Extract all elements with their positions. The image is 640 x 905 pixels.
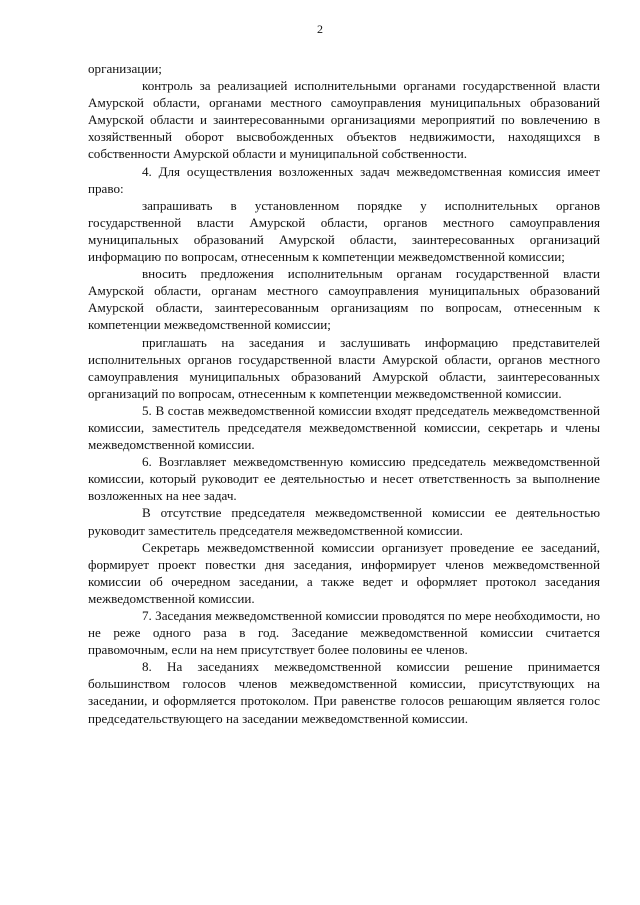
paragraph: контроль за реализацией исполнительными органами государственной власти Амурской области, органами местного самоуправления муниципальных образований Амурской области и заинтересованными организациями мероприятий по вовлечению в хозяйственный оборот высвобожденных объектов недвижимости, находящихся в собственности Амурской области и муниципальной собственности.: [88, 78, 600, 162]
paragraph: приглашать на заседания и заслушивать информацию представителей исполнительных органов государственной власти Амурской области, органов местного самоуправления муниципальных образований Амурской области, заинтересованных организаций по вопросам, отнесенным к компетенции межведомственной комиссии.: [88, 334, 600, 401]
paragraph: 6. Возглавляет межведомственную комиссию председатель межведомственной комиссии, который руководит ее деятельностью и несет ответственность за выполнение возложенных на нее задач.: [88, 454, 600, 504]
paragraph: 7. Заседания межведомственной комиссии проводятся по мере необходимости, но не реже одного раза в год. Заседание межведомственной комиссии считается правомочным, если на нем присутствует более половины ее членов.: [88, 608, 600, 658]
paragraph: организации;: [88, 61, 162, 76]
paragraph: запрашивать в установленном порядке у исполнительных органов государственной власти Амурской области, органов местного самоуправления муниципальных образований Амурской области, заинтересованных организаций информацию по вопросам, отнесенным к компетенции межведомственной комиссии;: [88, 197, 600, 265]
page-number: 2: [317, 22, 323, 36]
paragraph: 5. В состав межведомственной комиссии входят председатель межведомственной комиссии, заместитель председателя межведомственной комиссии, секретарь и члены межведомственной комиссии.: [88, 402, 600, 453]
paragraph: 8. На заседаниях межведомственной комиссии решение принимается большинством голосов членов межведомственной комиссии, присутствующих на заседании, и оформляется протоколом. При равенстве голосов решающим является голос председательствующего на заседании межведомственной комиссии.: [88, 659, 600, 726]
paragraph: В отсутствие председателя межведомственной комиссии ее деятельностью руководит заместитель председателя межведомственной комиссии.: [88, 505, 600, 538]
document-body: [88, 60, 600, 727]
paragraph: вносить предложения исполнительным органам государственной власти Амурской области, органам местного самоуправления муниципальных образований Амурской области, заинтересованным организациям по вопросам, отнесенным к компетенции межведомственной комиссии;: [88, 266, 600, 333]
paragraph: Секретарь межведомственной комиссии организует проведение ее заседаний, формирует проект повестки дня заседания, информирует членов межведомственной комиссии об очередном заседании, а также ведет и оформляет протокол заседания межведомственной комиссии.: [88, 539, 600, 606]
paragraph: 4. Для осуществления возложенных задач межведомственная комиссия имеет право:: [88, 163, 600, 196]
